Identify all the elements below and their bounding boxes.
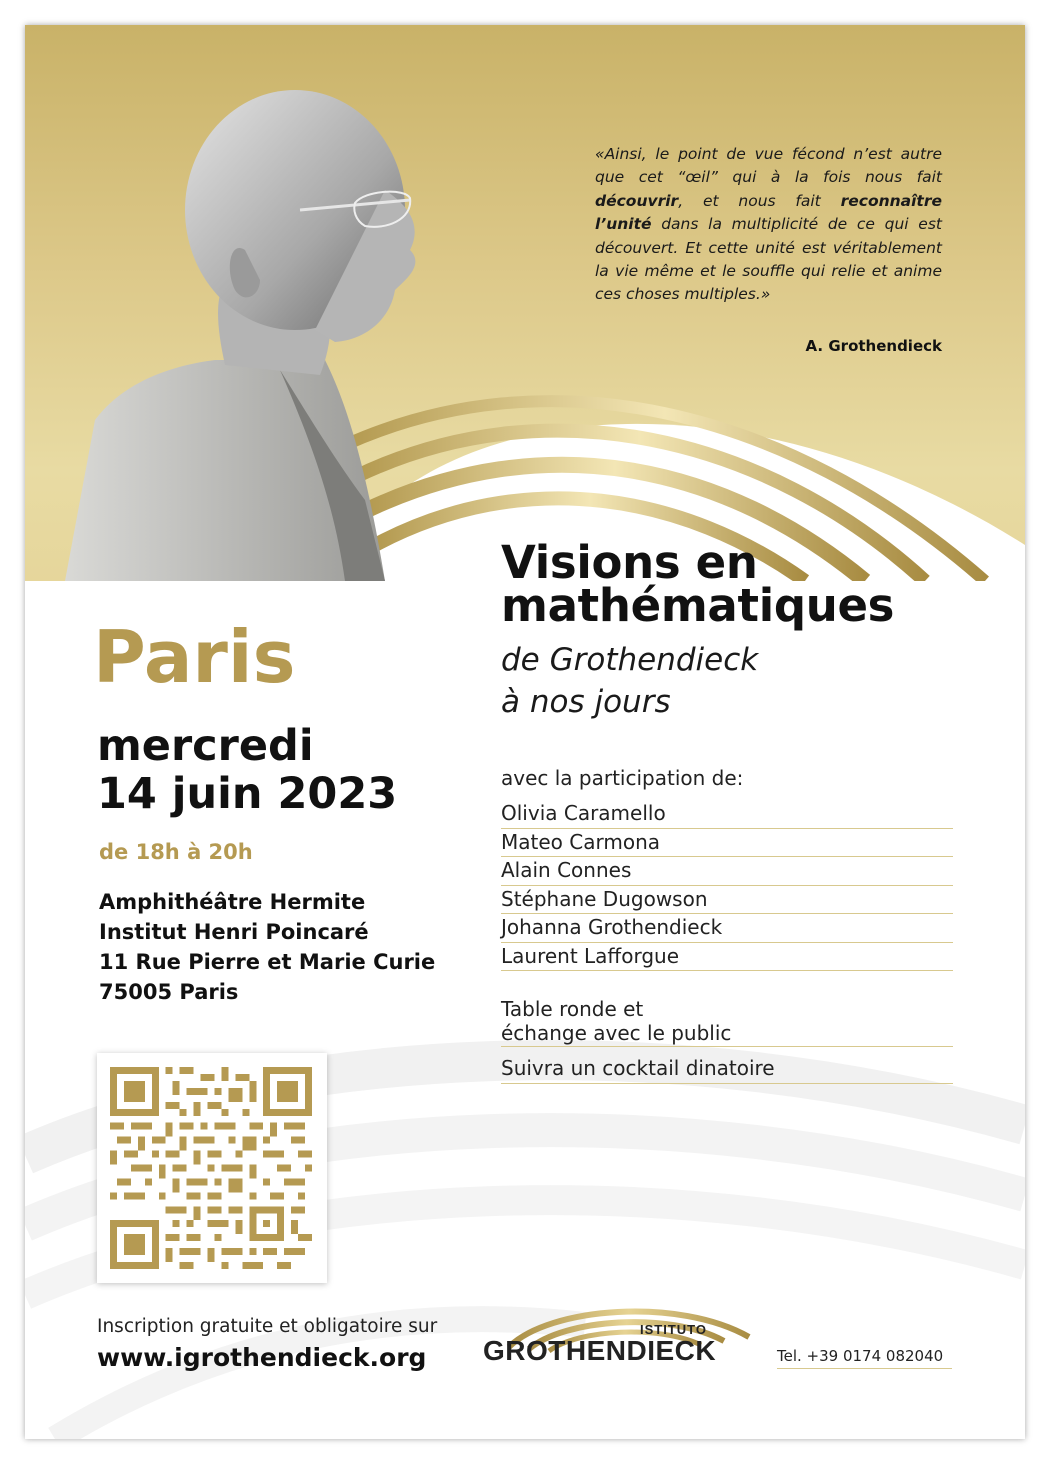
event-title xyxy=(501,536,1011,632)
participation-label: avec la participation de: xyxy=(501,766,744,790)
poster xyxy=(25,25,1025,1439)
registration-label: Inscription gratuite et obligatoire sur xyxy=(97,1316,438,1337)
event-subtitle xyxy=(501,639,1001,723)
registration-link[interactable]: www.igrothendieck.org xyxy=(97,1343,427,1372)
quote-author: A. Grothendieck xyxy=(805,337,942,355)
subtitle-line: de Grothendieck xyxy=(501,642,759,678)
participant-name: Johanna Grothendieck xyxy=(501,914,953,943)
qr-code-icon[interactable] xyxy=(107,1067,315,1269)
venue-line: 75005 Paris xyxy=(99,980,239,1004)
participant-name: Alain Connes xyxy=(501,857,953,886)
venue-line: Amphithéâtre Hermite xyxy=(99,890,366,914)
participant-name: Laurent Lafforgue xyxy=(501,943,953,972)
cocktail-note: Suivra un cocktail dinatoire xyxy=(501,1056,953,1084)
contact-phone: Tel. +39 0174 082040 xyxy=(777,1347,952,1369)
note-line: échange avec le public xyxy=(501,1021,732,1045)
venue-line: 11 Rue Pierre et Marie Curie xyxy=(99,950,436,974)
date-line: 14 juin 2023 xyxy=(97,769,398,819)
participant-name: Stéphane Dugowson xyxy=(501,886,953,915)
quote-part: , et nous fait xyxy=(678,191,841,210)
venue-line: Institut Henri Poincaré xyxy=(99,920,369,944)
event-date xyxy=(97,722,497,818)
event-city: Paris xyxy=(93,615,296,699)
date-line: mercredi xyxy=(97,721,314,771)
quote-part: dans la multiplicité de ce qui est découvert. Et cette unité est véritablement la vie même et le souffle qui relie et anime ces choses multiples.» xyxy=(595,215,942,304)
portrait-photo xyxy=(65,80,465,581)
logo-istituto: ISTITUTO xyxy=(640,1322,707,1337)
quote-bold: reconnaître l’unité xyxy=(595,191,942,234)
event-venue xyxy=(99,887,479,1007)
participant-name: Mateo Carmona xyxy=(501,829,953,858)
title-line: mathématiques xyxy=(501,579,895,632)
quote-bold: découvrir xyxy=(595,191,679,210)
note-line: Table ronde et xyxy=(501,997,644,1021)
subtitle-line: à nos jours xyxy=(501,684,671,720)
quote-text xyxy=(595,143,942,307)
event-hours: de 18h à 20h xyxy=(99,840,253,864)
participant-name: Olivia Caramello xyxy=(501,800,953,829)
title-line: Visions en xyxy=(501,536,758,589)
participants-list xyxy=(501,800,953,971)
logo-name: GROTHENDIECK xyxy=(483,1335,717,1366)
round-table-note xyxy=(501,997,953,1047)
quote-part: «Ainsi, le point de vue fécond n’est autre que cet “œil” qui à la fois nous fait xyxy=(595,145,942,187)
qr-card[interactable] xyxy=(97,1053,327,1283)
